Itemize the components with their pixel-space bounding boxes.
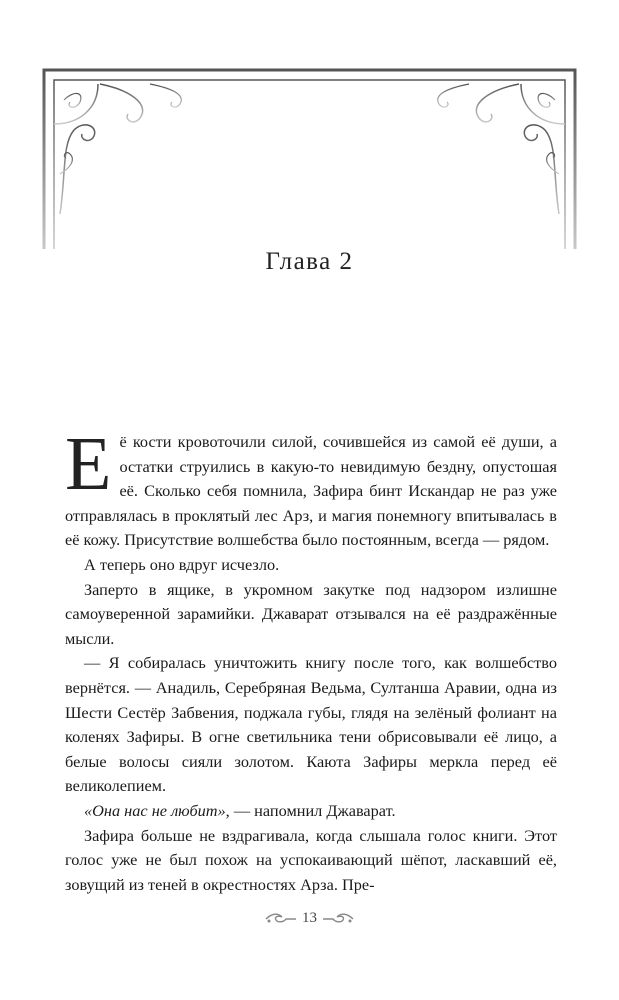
body-text — [65, 422, 557, 897]
paragraph-6: Зафира больше не вздрагивала, когда слышала голос книги. Этот голос уже не был похож на успокаивающий шёпот, ласкавший её, зовущий из теней в окрестностях Арза. Пре- — [65, 825, 557, 894]
drop-cap: Е — [65, 422, 112, 506]
book-quote: «Она нас не любит», — [84, 800, 230, 820]
left-flourish-icon — [264, 912, 298, 926]
paragraph-1 — [65, 422, 557, 553]
paragraph-1-text: ё кости кровоточили силой, сочившейся из самой её души, а остатки струились в какую-то невидимую бездну, опустошая её. Сколько себя помнила, Зафира бинт Искандар не раз уже отправлялась в проклятый лес Арз, и магия понемногу впитывалась в её кожу. Присутствие волшебства было постоянным, всегда — рядом. — [65, 432, 557, 550]
paragraph-5-text: — напомнил Джаварат. — [229, 800, 396, 820]
paragraph-5 — [65, 799, 557, 824]
page-number: 13 — [302, 910, 317, 926]
right-flourish-icon — [321, 912, 355, 926]
chapter-title: Глава 2 — [265, 248, 354, 275]
page-footer — [0, 910, 619, 927]
paragraph-4: — Я собиралась уничтожить книгу после того, как волшебство вернётся. — Анадиль, Серебряная Ведьма, Султанша Аравии, одна из Шести Сестёр Забвения, поджала губы, глядя на зелёный фолиант на коленях Зафиры. В огне светильника тени обрисовывали её лицо, а белые волосы сияли золотом. Каюта Зафиры меркла перед её великолепием. — [65, 653, 557, 796]
paragraph-2: А теперь оно вдруг исчезло. — [84, 554, 280, 574]
paragraph-3: Заперто в ящике, в укромном закутке под надзором излишне самоуверенной зарамийки. Джаварат отзывался на её раздражённые мысли. — [65, 579, 557, 648]
ornamental-frame — [40, 64, 579, 249]
